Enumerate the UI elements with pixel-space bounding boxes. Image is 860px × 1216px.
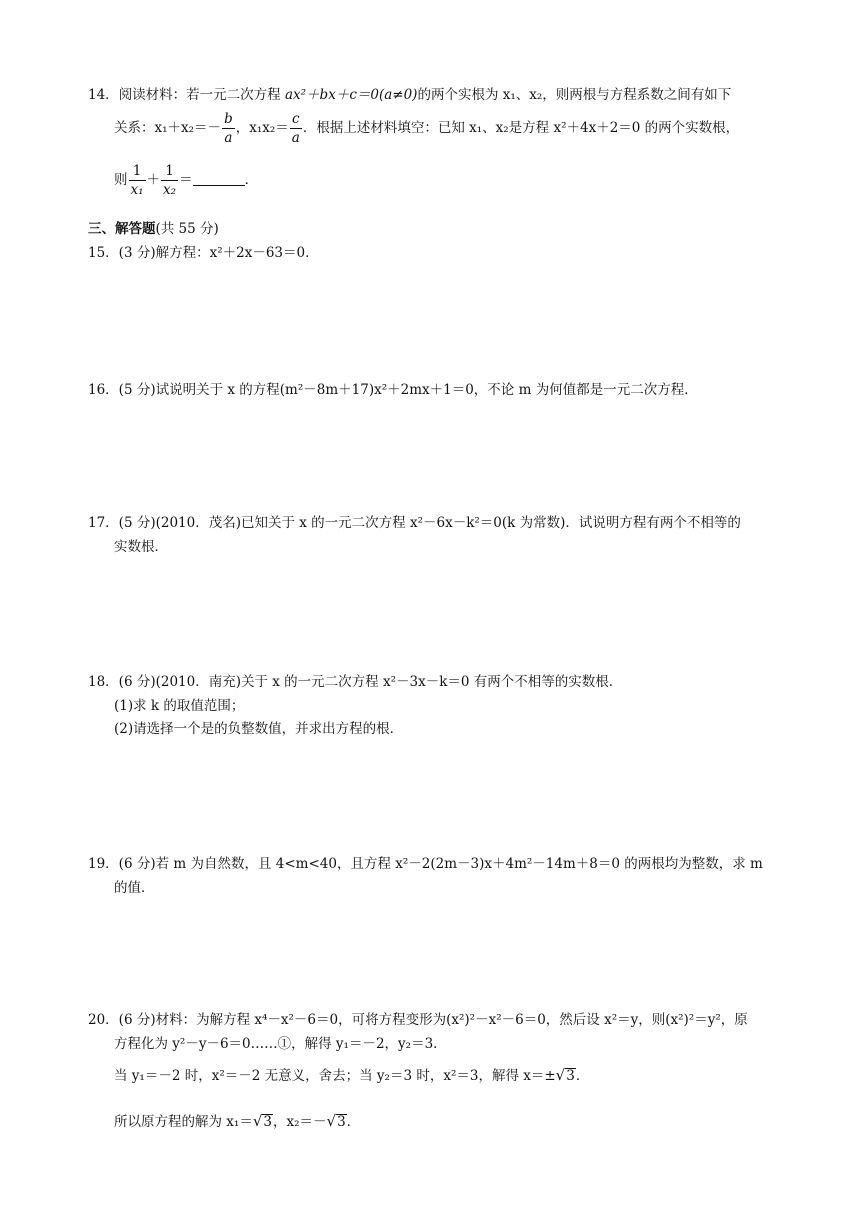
q20-line4-b: ，x₂＝－: [272, 1114, 327, 1130]
section-points: (共 55 分): [155, 221, 219, 237]
q19-line2: 的值．: [114, 880, 155, 896]
q14-line3-end: ．: [244, 172, 259, 188]
answer-blank[interactable]: [193, 173, 245, 186]
q16-text: 16．(5 分)试说明关于 x 的方程(m²－8m＋17)x²＋2mx＋1＝0，不论 m 为何值都是一元二次方程．: [88, 382, 698, 398]
section-title: 三、解答题: [88, 221, 156, 237]
fraction-c-over-a: $\frac{c}{a}$: [291, 111, 300, 146]
q14-line1-a: 阅读材料：若一元二次方程: [118, 87, 285, 103]
fraction-b-over-a: $\frac{b}{a}$: [224, 111, 233, 146]
q14-line2-c: ．根据上述材料填空：已知 x₁、x₂是方程 x²＋4x＋2＝0 的两个实数根，: [302, 120, 740, 136]
q14-line2-a: 关系：x₁＋x₂＝－: [114, 120, 222, 136]
q14-number: 14．: [88, 87, 119, 103]
square-root: √3: [555, 1066, 575, 1084]
fraction-1-over-x2: $\frac{1}{\text{x₂}}$: [163, 163, 177, 198]
q14-line1-eq: ax²＋bx＋c＝0(a≠0): [284, 87, 418, 103]
q14-line3: [114, 162, 258, 199]
square-root: √3: [252, 1112, 272, 1130]
q14-line1-b: 的两个实根为 x₁、x₂，则两根与方程系数之间有如下: [417, 87, 732, 103]
q19-line1: 19．(6 分)若 m 为自然数，且 4<m<40，且方程 x²－2(2m－3)x＋4m²－14m＋8＝0 的两根均为整数，求 m: [88, 856, 763, 872]
q18-part2: (2)请选择一个是的负整数值，并求出方程的根．: [114, 721, 404, 737]
fraction-1-over-x1: $\frac{1}{\text{x₁}}$: [130, 163, 144, 198]
section-heading: [88, 220, 219, 238]
q18-part1: (1)求 k 的取值范围；: [114, 698, 245, 714]
q14-line2-b: ，x₁x₂＝: [235, 120, 289, 136]
q20-line3-a: 当 y₁＝－2 时，x²＝－2 无意义，舍去；当 y₂＝3 时，x²＝3，解得 x＝±: [114, 1068, 556, 1084]
square-root: √3: [326, 1112, 346, 1130]
q18-line1: 18．(6 分)(2010．南充)关于 x 的一元二次方程 x²－3x－k＝0 有两个不相等的实数根．: [88, 674, 623, 690]
q20-line2: 方程化为 y²－y－6＝0……①，解得 y₁＝－2，y₂＝3．: [114, 1036, 447, 1052]
q14-equals: ＝: [179, 172, 193, 188]
q20-line3: [114, 1066, 589, 1085]
q17-line1: 17．(5 分)(2010．茂名)已知关于 x 的一元二次方程 x²－6x－k²＝0(k 为常数)．试说明方程有两个不相等的: [88, 515, 741, 531]
q14-line2: [114, 110, 739, 147]
q20-line3-end: ．: [575, 1068, 590, 1084]
q14-line1: [88, 86, 731, 104]
q14-plus: ＋: [146, 172, 161, 188]
q20-line4-a: 所以原方程的解为 x₁＝: [114, 1114, 253, 1130]
q14-line3-a: 则: [114, 172, 128, 188]
q15-text: 15．(3 分)解方程：x²＋2x－63＝0．: [88, 245, 319, 261]
q20-line4: [114, 1112, 360, 1131]
q17-line2: 实数根．: [114, 539, 168, 555]
q20-line4-end: ．: [346, 1114, 361, 1130]
q20-line1: 20．(6 分)材料：为解方程 x⁴－x²－6＝0，可将方程变形为(x²)²－x²－6＝0，然后设 x²＝y，则(x²)²＝y²，原: [88, 1012, 748, 1028]
